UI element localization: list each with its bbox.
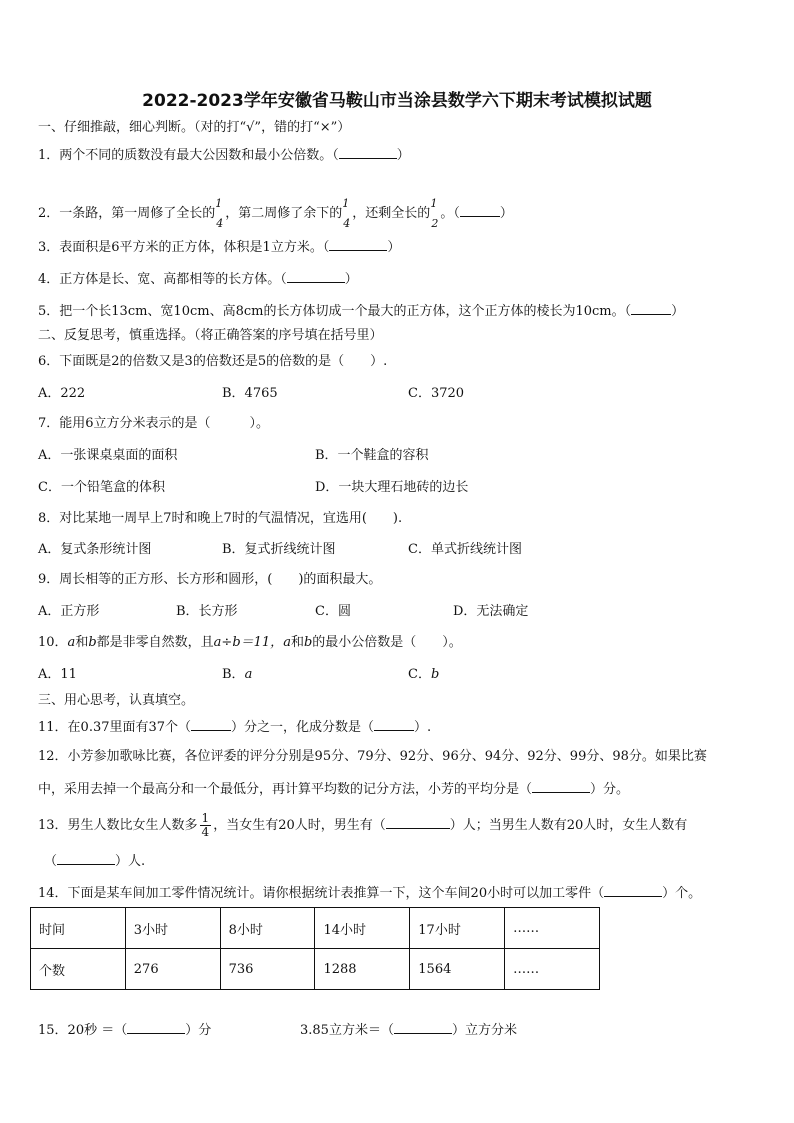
q10-mid: 都是非零自然数，且: [96, 635, 214, 650]
q12-end: ）分。: [590, 782, 630, 797]
section-1-heading: 一、仔细推敲，细心判断。（对的打“√”，错的打“×”）: [38, 120, 351, 135]
q8-option-a[interactable]: A．复式条形统计图: [38, 542, 152, 557]
q15-text-c: 3.85立方米＝（: [300, 1023, 394, 1038]
q13-text-c: ）人；当男生人数有20人时，女生人数有: [449, 818, 688, 833]
fraction-3-num: 1: [430, 197, 438, 210]
answer-blank[interactable]: [386, 816, 450, 829]
q11-text-b: ）分之一，化成分数是（: [231, 720, 375, 735]
question-4: [38, 270, 358, 289]
q7-option-a[interactable]: A．一张课桌桌面的面积: [38, 448, 178, 463]
answer-blank[interactable]: [339, 146, 397, 159]
table-cell: 1564: [410, 949, 505, 990]
q14-text: 14．下面是某车间加工零件情况统计。请你根据统计表推算一下，这个车间20小时可以加工零件（: [38, 886, 605, 901]
question-13-cont: [44, 852, 145, 871]
q14-end: ）个。: [662, 886, 702, 901]
question-12-line-1: 12．小芳参加歌咏比赛，各位评委的评分分别是95分、79分、92分、96分、94分、92分、99分、98分。如果比赛: [38, 749, 707, 764]
question-5-text: 5．把一个长13cm、宽10cm、高8cm的长方体切成一个最大的正方体，这个正方体的棱长为10cm。（: [38, 304, 632, 319]
table-row: [31, 949, 600, 990]
q6-option-a[interactable]: A．222: [38, 386, 86, 401]
question-12-line-2: [38, 780, 629, 799]
table-cell: 时间: [31, 908, 126, 949]
q10-tail: 的最小公倍数是（ ）。: [312, 635, 462, 650]
q8-option-b[interactable]: B．复式折线统计图: [222, 542, 336, 557]
q15-text-d: ）立方分米: [451, 1023, 517, 1038]
page-title: 2022-2023学年安徽省马鞍山市当涂县数学六下期末考试模拟试题: [142, 91, 652, 111]
table-cell: 1288: [315, 949, 410, 990]
question-2-text-b: ，第二周修了余下的: [225, 206, 343, 221]
q9-option-b[interactable]: B．长方形: [176, 604, 238, 619]
answer-blank[interactable]: [394, 1021, 452, 1034]
table-cell: ……: [505, 908, 600, 949]
question-2-text-d: 。（: [440, 206, 460, 221]
q11-text-a: 11．在0.37里面有37个（: [38, 720, 192, 735]
table-cell: ……: [505, 949, 600, 990]
var-a: a: [283, 635, 291, 650]
bracket: ）: [344, 272, 358, 287]
answer-blank[interactable]: [604, 884, 662, 897]
q8-option-c[interactable]: C．单式折线统计图: [408, 542, 522, 557]
fraction-1-den: 4: [216, 217, 224, 230]
question-2-text-a: 2．一条路，第一周修了全长的: [38, 206, 216, 221]
bracket: ）: [396, 148, 410, 163]
answer-blank[interactable]: [460, 204, 500, 217]
var-b: b: [430, 667, 440, 682]
q13-end: ）人.: [115, 854, 146, 869]
question-2: [38, 197, 513, 230]
answer-blank[interactable]: [532, 780, 590, 793]
question-3: [38, 238, 400, 257]
question-5: [38, 302, 684, 321]
question-7: 7．能用6立方分米表示的是（ ）。: [38, 416, 270, 431]
answer-blank[interactable]: [127, 1021, 185, 1034]
q11-text-c: ）.: [414, 720, 432, 735]
question-10: [38, 634, 462, 652]
section-2-heading: 二、反复思考，慎重选择。（将正确答案的序号填在括号里）: [38, 328, 383, 343]
table-cell: 3小时: [125, 908, 220, 949]
q9-option-a[interactable]: A．正方形: [38, 604, 100, 619]
question-2-text-c: ，还剩全长的: [352, 206, 431, 221]
q7-option-d[interactable]: D．一块大理石地砖的边长: [315, 480, 469, 495]
fraction-3-den: 2: [431, 217, 439, 230]
q13-text-a: 13．男生人数比女生人数多: [38, 818, 198, 833]
answer-blank[interactable]: [57, 852, 115, 865]
q10-and: 和: [75, 635, 89, 650]
answer-blank[interactable]: [287, 270, 345, 283]
question-1: [38, 146, 410, 165]
table-cell: 736: [220, 949, 315, 990]
table-cell: 276: [125, 949, 220, 990]
q13-text-b: ，当女生有20人时，男生有（: [213, 818, 386, 833]
fraction-1-num: 1: [215, 197, 223, 210]
fraction-2-den: 4: [343, 217, 351, 230]
answer-blank[interactable]: [631, 302, 671, 315]
q10-and: 和: [290, 635, 304, 650]
fraction-num: 1: [201, 811, 210, 825]
table-cell: 17小时: [410, 908, 505, 949]
q12-text: 中，采用去掉一个最高分和一个最低分，再计算平均数的记分方法，小芳的平均分是（: [38, 782, 533, 797]
q10-option-a[interactable]: A．11: [38, 667, 77, 682]
q15-text-b: ）分: [185, 1023, 212, 1038]
question-11: [38, 718, 431, 737]
option-label: C．: [408, 667, 431, 682]
var-a: a: [67, 635, 76, 650]
bracket: （: [44, 854, 58, 869]
question-9: 9．周长相等的正方形、长方形和圆形，( )的面积最大。: [38, 572, 382, 587]
question-1-text: 1．两个不同的质数没有最大公因数和最小公倍数。（: [38, 148, 339, 163]
bracket: ）: [499, 206, 513, 221]
question-15: [38, 1021, 211, 1040]
answer-blank[interactable]: [374, 718, 414, 731]
table-cell: 14小时: [315, 908, 410, 949]
q7-option-c[interactable]: C．一个铅笔盒的体积: [38, 480, 165, 495]
table-cell: 8小时: [220, 908, 315, 949]
fraction-2-num: 1: [342, 197, 350, 210]
section-3-heading: 三、用心思考，认真填空。: [38, 693, 195, 708]
question-15-part-2: [300, 1021, 517, 1040]
option-label: B．: [222, 667, 245, 682]
q9-option-d[interactable]: D．无法确定: [453, 604, 529, 619]
bracket: ）: [671, 304, 685, 319]
q6-option-c[interactable]: C．3720: [408, 386, 465, 401]
answer-blank[interactable]: [329, 238, 387, 251]
bracket: ）: [387, 240, 401, 255]
q15-text-a: 15．20秒 ＝（: [38, 1023, 128, 1038]
q10-expression: a÷b＝11，: [213, 635, 284, 650]
question-8: 8．对比某地一周早上7时和晚上7时的气温情况，宜选用( ).: [38, 511, 403, 526]
question-3-text: 3．表面积是6平方米的正方体，体积是1立方米。（: [38, 240, 330, 255]
q6-option-b[interactable]: B．4765: [222, 386, 278, 401]
fraction-1-4: [200, 812, 212, 839]
question-6: 6．下面既是2的倍数又是3的倍数还是5的倍数的是（ ）.: [38, 354, 388, 369]
q7-option-b[interactable]: B．一个鞋盒的容积: [315, 448, 429, 463]
q10-option-c[interactable]: [408, 666, 439, 684]
answer-blank[interactable]: [191, 718, 231, 731]
fraction-den: 4: [201, 825, 210, 839]
q10-num: 10．: [38, 635, 68, 650]
statistics-table: [30, 907, 600, 990]
question-14: [38, 884, 701, 903]
var-b: b: [88, 635, 97, 650]
var-a: a: [244, 667, 253, 682]
table-row: [31, 908, 600, 949]
question-13: [38, 812, 687, 839]
table-cell: 个数: [31, 949, 126, 990]
q10-option-b[interactable]: [222, 666, 252, 684]
q9-option-c[interactable]: C．圆: [315, 604, 351, 619]
var-b: b: [303, 635, 313, 650]
question-4-text: 4．正方体是长、宽、高都相等的长方体。（: [38, 272, 287, 287]
